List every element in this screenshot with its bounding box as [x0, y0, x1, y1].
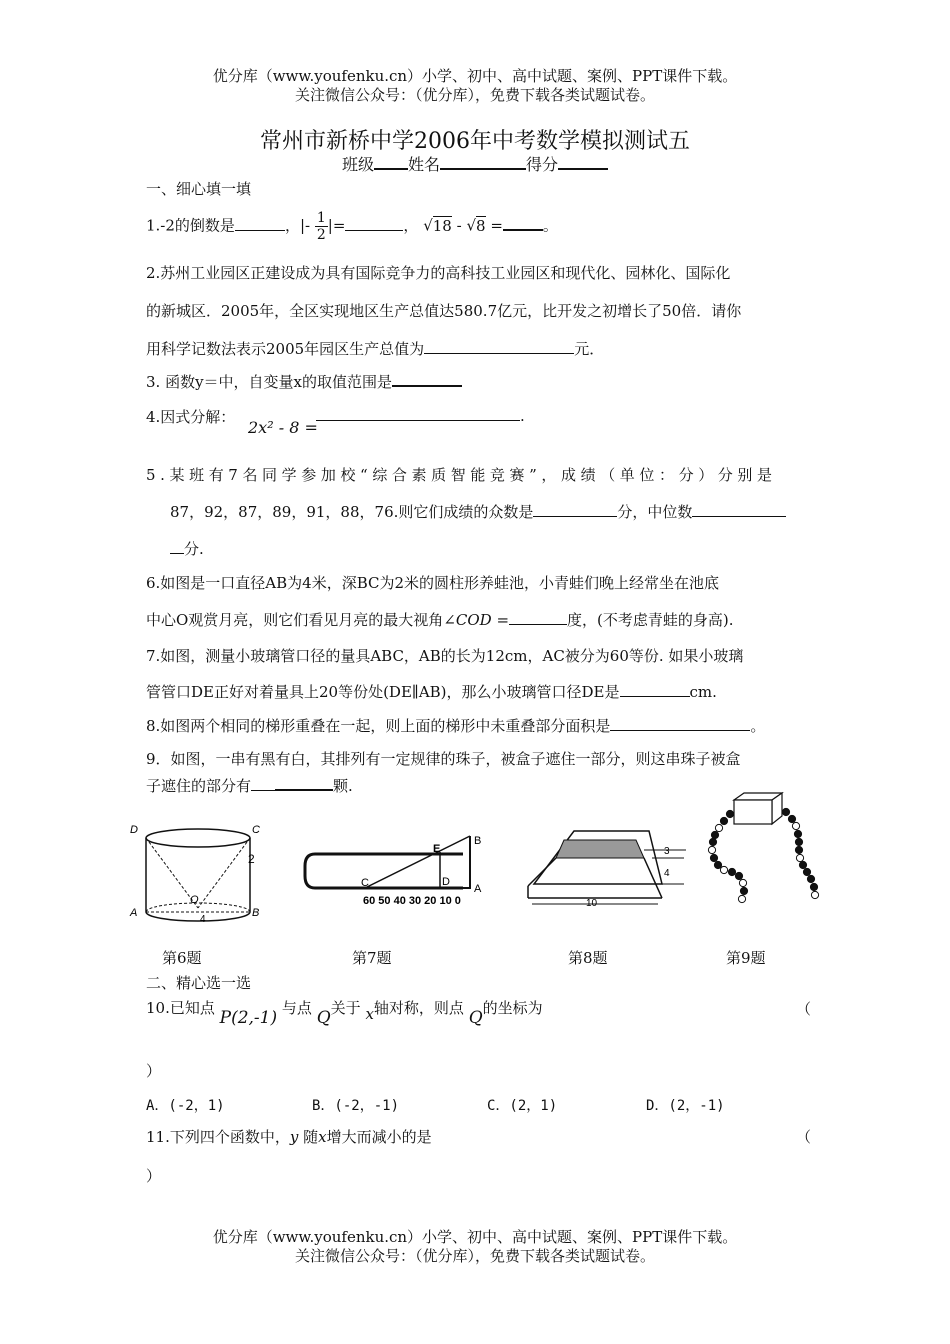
sqrt-icon: √: [423, 216, 433, 235]
answer-blank: [610, 716, 750, 731]
option-b[interactable]: B．(-2，-1): [312, 1098, 400, 1114]
answer-blank: [251, 776, 275, 791]
footer-line-2: 关注微信公众号：（优分库），免费下载各类试题试卷。: [294, 1247, 655, 1265]
label-a: A: [474, 883, 482, 895]
label-height: 4: [664, 868, 670, 879]
answer-blank: [235, 216, 285, 231]
class-blank: [374, 154, 408, 170]
question-10: 10.已知点 P(2,-1) 与点 Q关于 x轴对称，则点 Q的坐标为: [146, 999, 543, 1028]
figure-6-caption: 第6题: [162, 949, 202, 967]
label-b: B: [474, 835, 482, 847]
exam-title: 常州市新桥中学2006年中考数学模拟测试五: [260, 129, 690, 154]
answer-blank: [275, 775, 333, 791]
score-blank: [558, 154, 608, 170]
question-4-blank: .: [316, 406, 525, 425]
answer-blank: [620, 682, 690, 697]
question-6-line-2: 中心O观赏月亮，则它们看见月亮的最大视角∠COD = 度，(不考虑青蛙的身高).: [146, 611, 734, 629]
answer-blank: [533, 502, 617, 517]
answer-blank: [170, 539, 184, 554]
bead-string-right: [782, 808, 818, 898]
student-info: 班级 姓名 得分: [0, 152, 950, 175]
question-10-paren-close: ）: [146, 1062, 162, 1080]
figure-7-gauge: [295, 830, 495, 910]
scale-ticks: 60 50 40 30 20 10 0: [363, 895, 461, 907]
label-b: B: [252, 907, 260, 919]
figure-9-caption: 第9题: [726, 949, 766, 967]
header-line-2: 关注微信公众号：（优分库），免费下载各类试题试卷。: [294, 86, 655, 104]
label-a: A: [130, 907, 138, 919]
answer-blank: [392, 371, 462, 387]
answer-blank: [503, 215, 543, 231]
answer-blank: [345, 216, 403, 231]
question-11: 11.下列四个函数中，y 随x增大而减小的是: [146, 1128, 432, 1146]
question-10-paren-open: （: [796, 1000, 812, 1018]
answer-blank: [424, 339, 574, 354]
question-5-line-3: 分.: [170, 538, 204, 559]
name-blank: [440, 154, 526, 170]
label-c: C: [252, 824, 260, 836]
answer-blank: [692, 502, 786, 517]
question-4-label: 4.因式分解：: [146, 408, 236, 426]
label-c: C: [361, 877, 369, 889]
question-4-expr: 2x² - 8 =: [248, 418, 318, 437]
label-e: E: [433, 843, 441, 855]
label-d: D: [130, 824, 138, 836]
fraction: $\frac{1}{2}$: [316, 210, 326, 243]
label-diameter: 4: [200, 914, 206, 925]
answer-blank: [316, 406, 520, 421]
question-3: 3. 函数y＝中，自变量x的取值范围是: [146, 371, 462, 392]
label-top: 3: [664, 846, 670, 857]
section-2-heading: 二、精心选一选: [146, 974, 252, 992]
label-height: 2: [248, 852, 255, 866]
figure-7-caption: 第7题: [352, 949, 392, 967]
question-7-line-2: 管管口DE正好对着量具上20等份处(DE∥AB)，那么小玻璃管口径DE是 cm.: [146, 683, 717, 701]
label-d: D: [442, 876, 450, 888]
question-8: 8.如图两个相同的梯形重叠在一起，则上面的梯形中未重叠部分面积是 。: [146, 717, 766, 735]
label-base: 10: [586, 898, 598, 909]
label-o: O: [190, 894, 199, 906]
footer-line-1: 优分库（www.youfenku.cn）小学、初中、高中试题、案例、PPT课件下载。: [212, 1228, 738, 1246]
question-5-line-1: 5.某班有7名同学参加校“综合素质智能竞赛”，成绩（单位：分）分别是: [146, 466, 777, 484]
question-9-line-2: 子遮住的部分有 颗.: [146, 777, 353, 795]
question-9-line-1: 9．如图，一串有黑有白，其排列有一定规律的珠子，被盒子遮住一部分，则这串珠子被盒: [146, 750, 741, 768]
question-11-paren-open: （: [796, 1128, 812, 1146]
question-2-line-3: 用科学记数法表示2005年园区生产总值为 元．: [146, 340, 605, 358]
question-11-paren-close: ）: [146, 1167, 162, 1185]
section-1-heading: 一、细心填一填: [146, 180, 252, 198]
option-a[interactable]: A．(-2，1): [146, 1098, 225, 1114]
option-d[interactable]: D．(2，-1): [646, 1098, 725, 1114]
figure-6-cylinder: [124, 818, 274, 928]
figure-9-beads: [700, 790, 828, 910]
question-7-line-1: 7.如图，测量小玻璃管口径的量具ABC，AB的长为12cm，AC被分为60等份. 如果小玻璃: [146, 647, 744, 665]
question-1: 1.-2的倒数是 ，|- $\frac{1}{2}$ |= ， √18 - √8 = 。: [146, 210, 558, 243]
figure-8-trapezoids: [524, 826, 694, 912]
question-6-line-1: 6.如图是一口直径AB为4米，深BC为2米的圆柱形养蛙池，小青蛙们晚上经常坐在池底: [146, 574, 720, 592]
figure-8-caption: 第8题: [568, 949, 608, 967]
answer-blank: [509, 610, 567, 625]
sqrt-icon: √: [466, 216, 477, 235]
header-line-1: 优分库（www.youfenku.cn）小学、初中、高中试题、案例、PPT课件下载。: [212, 67, 738, 85]
question-2-line-2: 的新城区．2005年，全区实现地区生产总值达580.7亿元，比开发之初增长了50倍．请你: [146, 302, 742, 320]
question-5-line-2: 87，92，87，89，91，88，76.则它们成绩的众数是 分，中位数: [170, 501, 786, 522]
question-2-line-1: 2.苏州工业园区正建设成为具有国际竞争力的高科技工业园区和现代化、园林化、国际化: [146, 264, 731, 282]
option-c[interactable]: C．(2，1): [487, 1098, 558, 1114]
